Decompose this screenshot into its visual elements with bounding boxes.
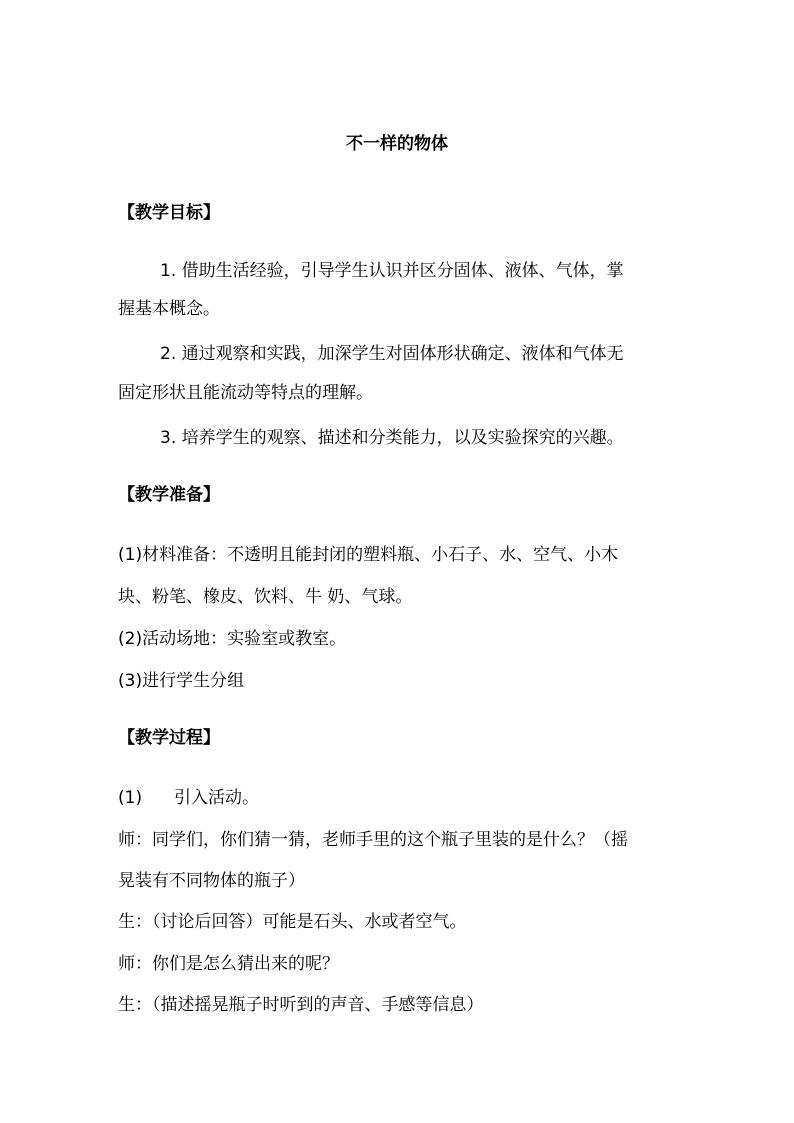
prep-line-1: (1)材料准备：不透明且能封闭的塑料瓶、小石子、水、空气、小木	[118, 545, 619, 565]
dialogue-line-1: 师：同学们，你们猜一猜，老师手里的这个瓶子里装的是什么？（摇	[118, 830, 628, 850]
dialogue-line-2: 晃装有不同物体的瓶子）	[118, 871, 305, 891]
goal-line-5: 3. 培养学生的观察、描述和分类能力，以及实验探究的兴趣。	[160, 428, 624, 448]
section-heading-prep: 【教学准备】	[118, 485, 220, 505]
goal-line-4: 固定形状且能流动等特点的理解。	[118, 383, 373, 403]
prep-line-2: 块、粉笔、橡皮、饮料、牛 奶、气球。	[118, 587, 413, 607]
step-label: 引入活动。	[174, 788, 259, 808]
dialogue-line-5: 生：（描述摇晃瓶子时听到的声音、手感等信息）	[118, 995, 484, 1015]
prep-line-3: (2)活动场地：实验室或教室。	[118, 629, 347, 649]
goal-line-3: 2. 通过观察和实践，加深学生对固体形状确定、液体和气体无	[160, 344, 624, 364]
dialogue-line-3: 生：（讨论后回答）可能是石头、水或者空气。	[118, 912, 467, 932]
goal-line-1: 1. 借助生活经验，引导学生认识并区分固体、液体、气体，掌	[160, 261, 624, 281]
section-heading-process: 【教学过程】	[118, 728, 220, 748]
process-step-1	[118, 786, 259, 810]
step-number: (1)	[118, 788, 143, 808]
dialogue-line-4: 师：你们是怎么猜出来的呢？	[118, 954, 339, 974]
goal-line-2: 握基本概念。	[118, 299, 220, 319]
section-heading-goals: 【教学目标】	[118, 203, 220, 223]
document-title: 不一样的物体	[346, 134, 448, 154]
prep-line-4: (3)进行学生分组	[118, 671, 245, 691]
